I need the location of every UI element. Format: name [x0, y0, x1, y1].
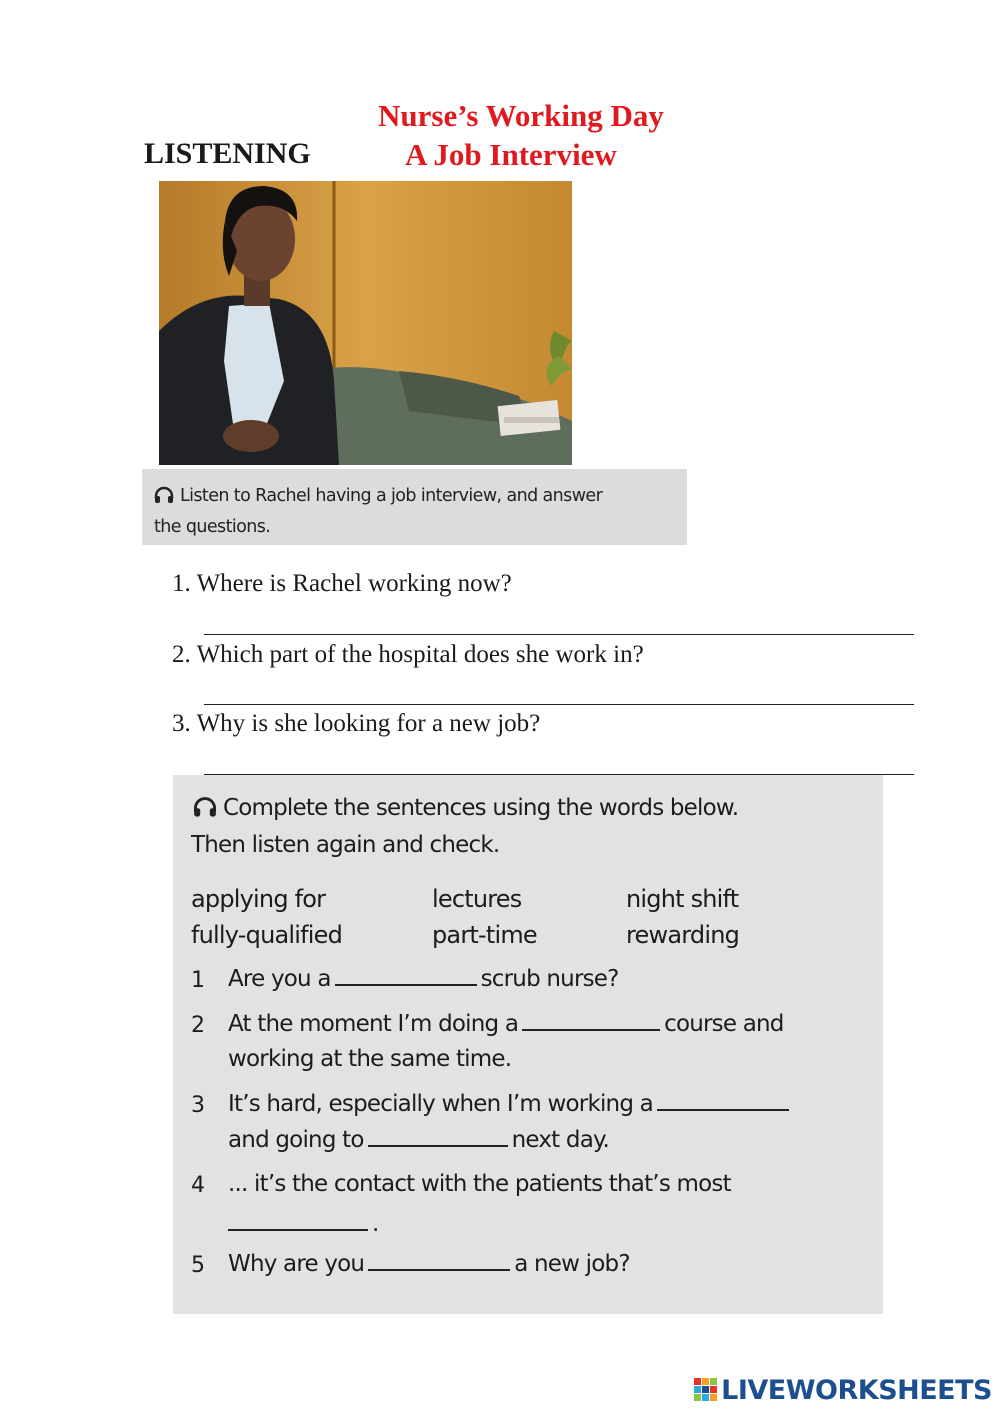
liveworksheets-logo[interactable]	[694, 1375, 992, 1406]
sentence-number: 1	[191, 968, 205, 993]
sentence-3-line2	[228, 1127, 609, 1153]
sentence-1	[228, 966, 619, 992]
word-bank-item: lectures	[432, 885, 522, 913]
instruction-line: Then listen again and check.	[191, 832, 500, 858]
sentence-4-line2	[228, 1211, 379, 1237]
instruction-line: Listen to Rachel having a job interview, and answer	[180, 486, 603, 506]
listening-instruction	[142, 469, 687, 545]
sentence-number: 5	[191, 1253, 205, 1278]
sentence-5	[228, 1251, 630, 1277]
question-number: 2.	[172, 641, 191, 668]
sentence-text: working at the same time.	[228, 1046, 512, 1072]
question-1	[172, 570, 512, 598]
sentence-text: scrub nurse?	[480, 966, 619, 992]
sentence-text: a new job?	[514, 1251, 630, 1277]
logo-icon	[694, 1378, 718, 1402]
gap-1[interactable]	[335, 966, 477, 986]
sentence-text: next day.	[511, 1127, 610, 1153]
gap-6[interactable]	[368, 1251, 510, 1271]
instruction-line: Complete the sentences using the words below.	[223, 795, 739, 821]
word-bank-item: rewarding	[626, 921, 740, 949]
worksheet-subtitle: A Job Interview	[405, 137, 617, 172]
question-text: Where is Rachel working now?	[196, 570, 512, 597]
sentence-text: It’s hard, especially when I’m working a	[228, 1091, 653, 1117]
sentence-number: 4	[191, 1173, 205, 1198]
section-heading: LISTENING	[144, 137, 311, 170]
headphones-icon	[193, 796, 217, 824]
sentence-number: 2	[191, 1013, 205, 1038]
sentence-text: Why are you	[228, 1251, 365, 1277]
exercise-instruction	[193, 795, 738, 824]
word-bank-item: applying for	[191, 885, 326, 913]
sentence-2	[228, 1011, 784, 1037]
headphones-icon	[154, 485, 174, 513]
interview-photo	[159, 181, 572, 465]
question-2	[172, 641, 644, 669]
sentence-text: Are you a	[228, 966, 331, 992]
question-text: Why is she looking for a new job?	[196, 710, 541, 737]
sentence-text: .	[372, 1211, 379, 1237]
sentence-text: and going to	[228, 1127, 364, 1153]
sentence-text: ... it’s the contact with the patients that’s most	[228, 1171, 731, 1197]
sentence-number: 3	[191, 1093, 205, 1118]
question-3	[172, 710, 540, 738]
gap-3[interactable]	[657, 1091, 789, 1111]
sentence-text: course and	[664, 1011, 784, 1037]
word-bank-item: fully-qualified	[191, 921, 343, 949]
sentence-3	[228, 1091, 793, 1117]
worksheet-title: Nurse’s Working Day	[378, 98, 664, 133]
word-bank-item: part-time	[432, 921, 537, 949]
brand-name: LIVEWORKSHEETS	[721, 1375, 992, 1406]
instruction-line: the questions.	[154, 517, 271, 537]
gap-5[interactable]	[228, 1211, 368, 1231]
word-bank-item: night shift	[626, 885, 739, 913]
question-number: 1.	[172, 570, 191, 597]
gap-fill-exercise	[173, 775, 883, 1314]
answer-line-1[interactable]	[204, 634, 914, 635]
question-text: Which part of the hospital does she work in?	[196, 641, 644, 668]
gap-2[interactable]	[522, 1011, 660, 1031]
answer-line-2[interactable]	[204, 704, 914, 705]
gap-4[interactable]	[368, 1127, 508, 1147]
question-number: 3.	[172, 710, 191, 737]
sentence-text: At the moment I’m doing a	[228, 1011, 519, 1037]
